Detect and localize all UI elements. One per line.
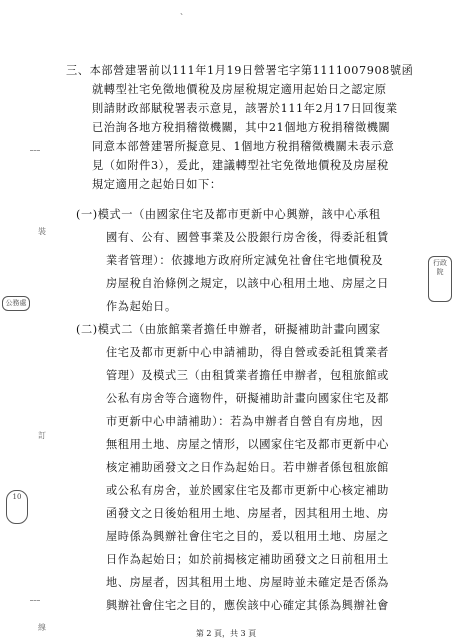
margin-mark-top: 裝	[38, 227, 46, 236]
stamp-text: 公務處	[5, 299, 27, 307]
official-stamp	[2, 296, 30, 311]
page-footer: 第 2 頁，共 3 頁	[195, 629, 257, 638]
text-line: 或公私有房舍，並於國家住宅及都市更新中心核定補助	[106, 484, 389, 497]
margin-dash	[30, 600, 40, 601]
stamp-text: 行政院	[433, 259, 447, 276]
text-line: (一)模式一（由國家住宅及都市更新中心興辦，該中心承租	[76, 208, 381, 221]
text-line: 屋時係為興辦社會住宅之目的，爰以租用土地、房屋之	[106, 530, 389, 543]
margin-dash	[30, 150, 40, 151]
text-line: (二)模式二（由旅館業者擔任申辦者，研擬補助計畫向國家	[76, 323, 381, 336]
text-line: 同意本部營建署所擬意見、1個地方稅捐稽徵機關未表示意	[92, 140, 395, 153]
margin-mark-bottom: 線	[38, 623, 46, 632]
margin-mark-middle: 訂	[38, 431, 46, 440]
seal-stamp	[428, 256, 452, 302]
text-line: 已治詢各地方稅捐稽徵機關，其中21個地方稅捐稽徵機關	[92, 121, 391, 134]
text-line: 規定適用之起始日如下：	[92, 178, 222, 191]
text-line: 住宅及都市更新中心申請補助，得自營或委託租賃業者	[106, 346, 389, 359]
page-stamp	[6, 490, 28, 524]
text-line: 業者管理）：依據地方政府所定減免社會住宅地價稅及	[106, 254, 384, 267]
text-line: 函發文之日後始租用土地、房屋者，因其租用土地、房	[106, 507, 389, 520]
text-line: 市更新中心申請補助）：若為申辦者自營自有房地，因	[106, 415, 384, 428]
text-line: 公私有房舍等合適物件，研擬補助計畫向國家住宅及都	[106, 392, 389, 405]
text-line: 就轉型社宅免徵地價稅及房屋稅規定適用起始日之認定原	[92, 83, 387, 96]
text-line: 見（如附件3），爰此，建議轉型社宅免徵地價稅及房屋稅	[92, 159, 389, 172]
text-line: 無租用土地、房屋之情形，以國家住宅及都市更新中心	[106, 438, 389, 451]
text-line: 地、房屋者，因其租用土地、房屋時並未確定是否係為	[106, 576, 389, 589]
text-line: 作為起始日。	[106, 300, 177, 313]
text-line: 國有、公有、國營事業及公股銀行房舍後，得委託租賃	[106, 231, 389, 244]
text-line: 興辦社會住宅之目的，應俟該中心確定其係為興辦社會	[106, 599, 389, 612]
stamp-text: 10	[12, 493, 22, 501]
header-mark: 、	[180, 7, 188, 16]
text-line: 房屋稅自治條例之規定，以該中心租用土地、房屋之日	[106, 277, 389, 290]
text-line: 日作為起始日；如於前揭核定補助函發文之日前租用土	[106, 553, 389, 566]
text-line: 管理）及模式三（由租賃業者擔任申辦者，包租旅館或	[106, 369, 389, 382]
text-line: 則請財政部賦稅署表示意見，該署於111年2月17日回復業	[92, 102, 398, 115]
text-line: 三、本部營建署前以111年1月19日營署宅字第1111007908號函	[66, 64, 414, 77]
text-line: 核定補助函發文之日作為起始日。若申辦者係包租旅館	[106, 461, 389, 474]
